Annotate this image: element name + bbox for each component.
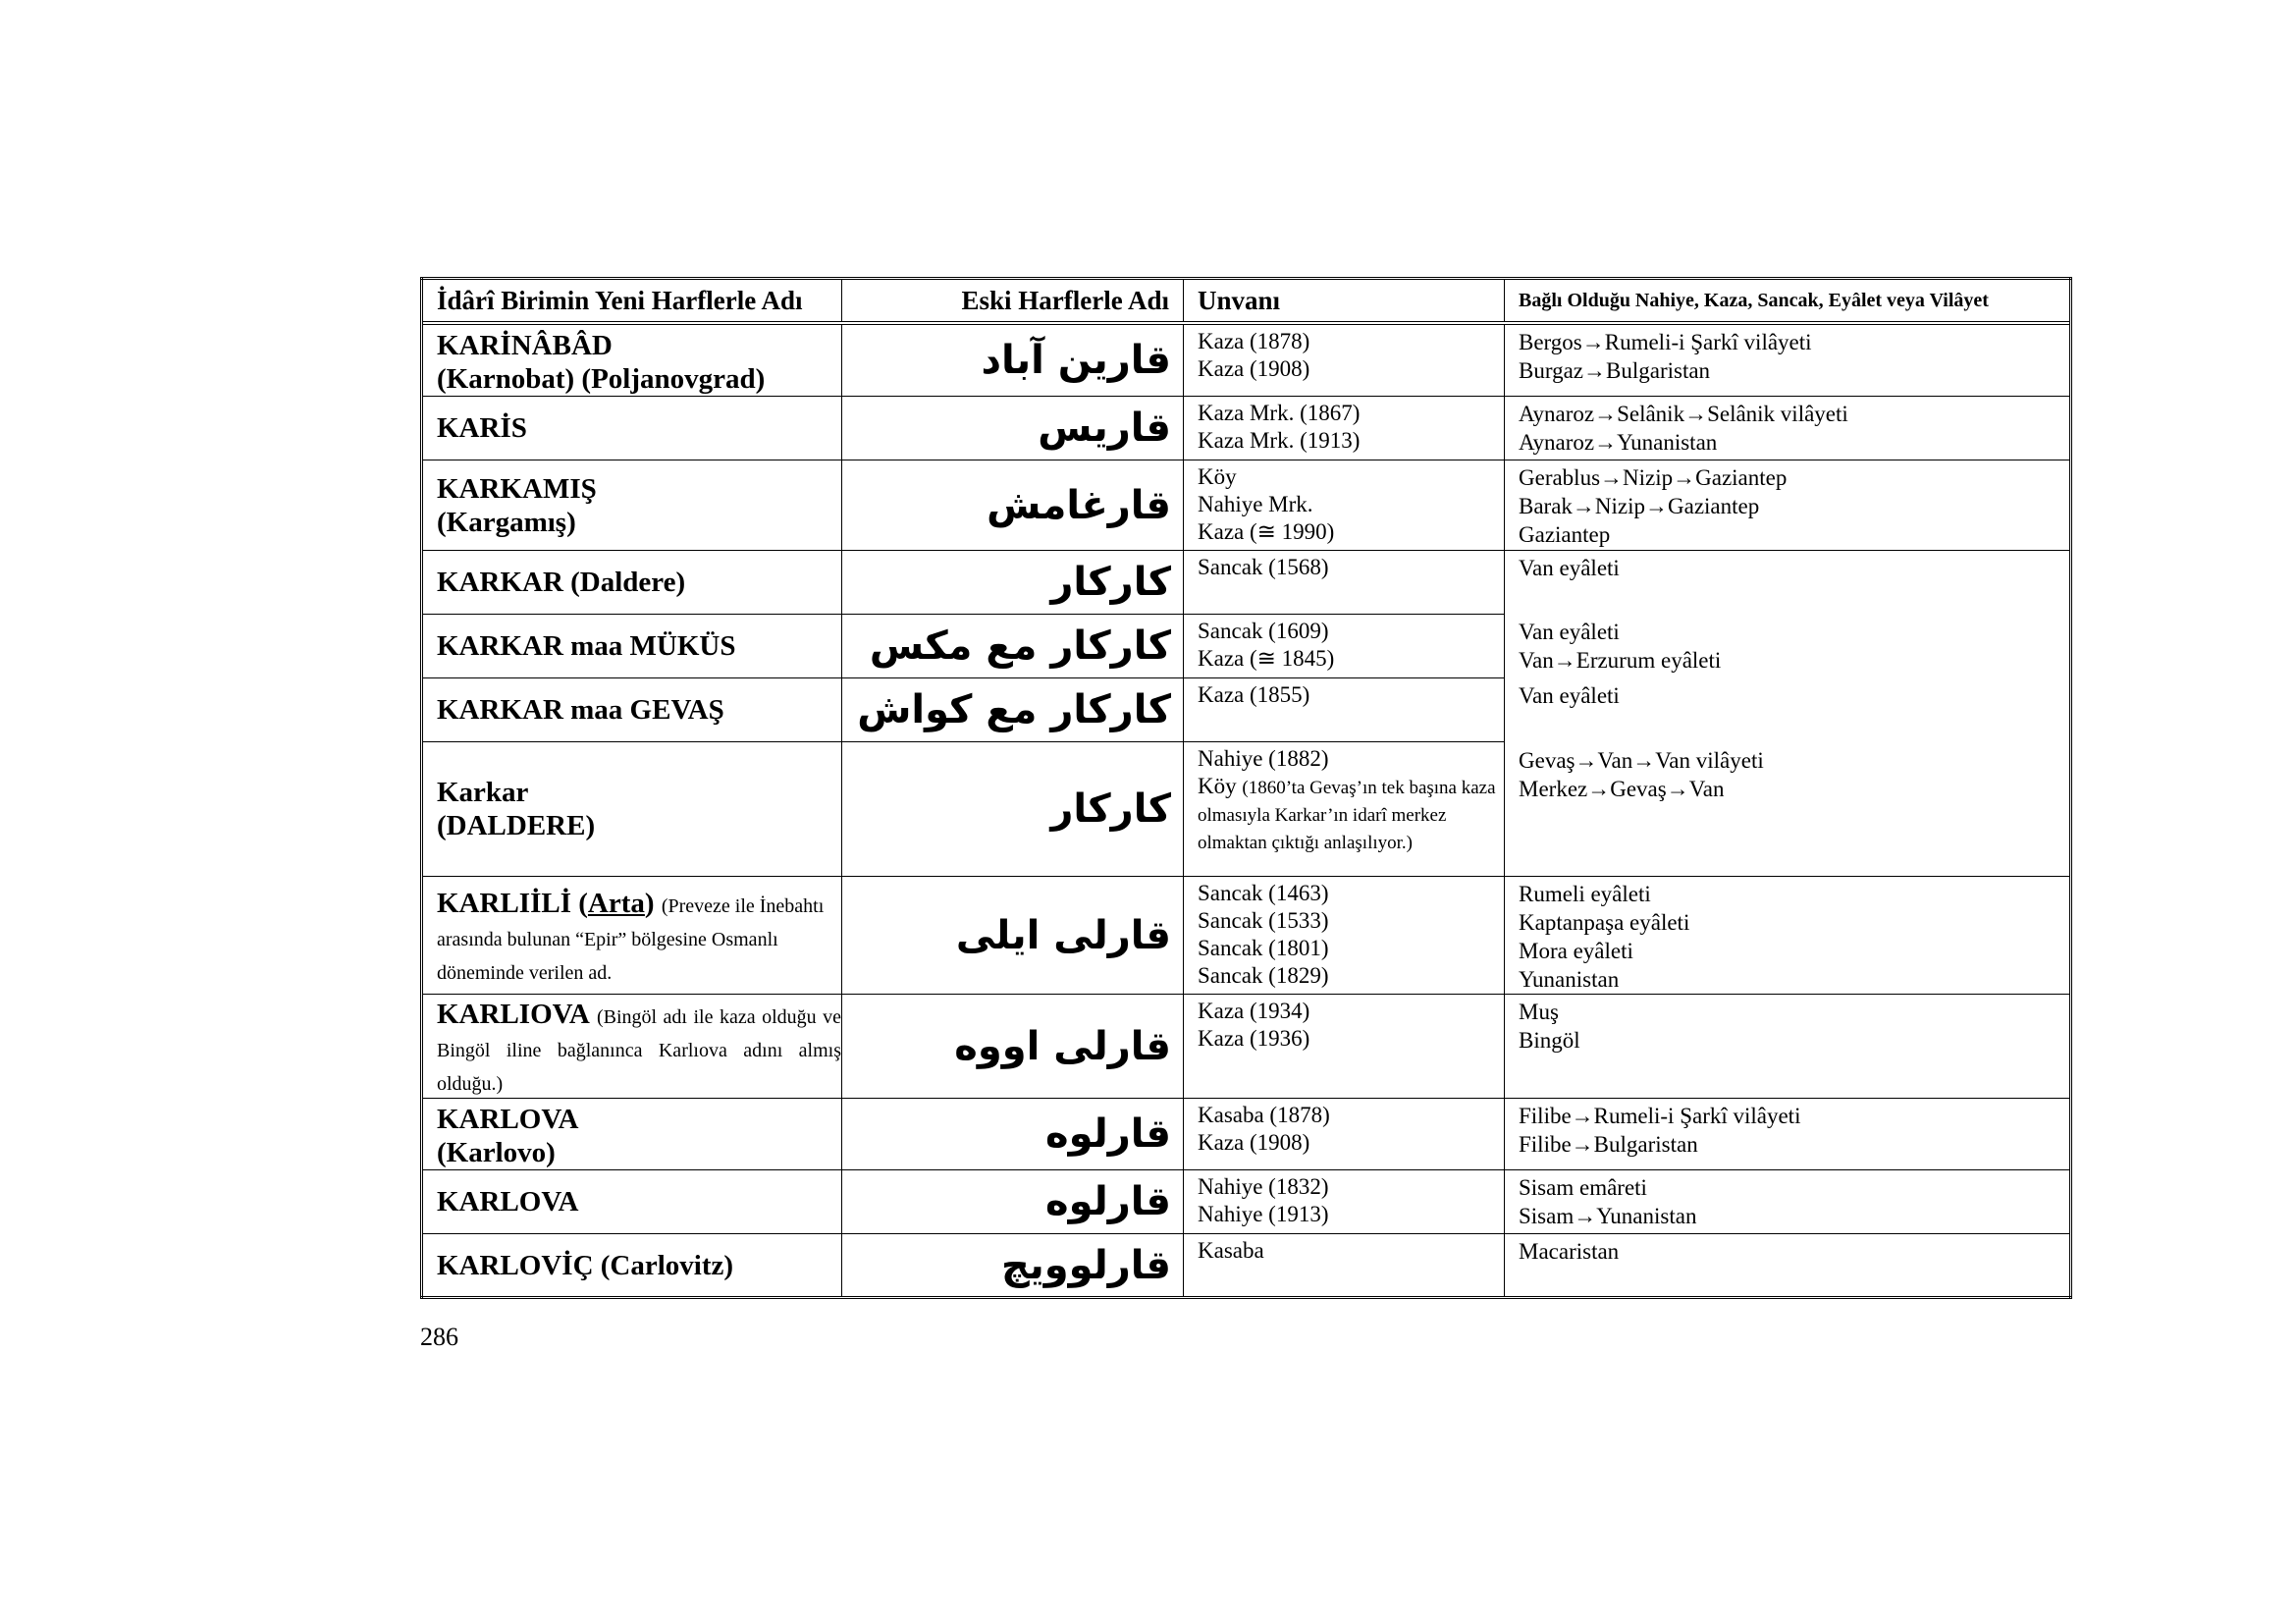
bagli-cell: Filibe→Rumeli-i Şarkî vilâyeti Filibe→Bulgaristan	[1505, 1099, 2071, 1170]
unvan-cell: Kasaba	[1184, 1234, 1505, 1298]
bagli-cell: Muş Bingöl	[1505, 995, 2071, 1099]
header-old-name: Eski Harflerle Adı	[842, 279, 1184, 322]
unit-name: KARLIOVA (Bingöl adı ile kaza olduğu ve Bingöl iline bağlanınca Karlıova adını almış olduğu.)	[422, 995, 842, 1099]
table-header-row	[422, 279, 2071, 322]
bagli-cell: Rumeli eyâleti Kaptanpaşa eyâleti Mora eyâleti Yunanistan	[1505, 877, 2071, 995]
header-new-name: İdârî Birimin Yeni Harflerle Adı	[422, 279, 842, 322]
unit-name: KARLIİLİ (Arta) (Preveze ile İnebahtı arasında bulunan “Epir” bölgesine Osmanlı döneminde verilen ad.	[422, 877, 842, 995]
table-row	[422, 1234, 2071, 1298]
unvan-cell: Kaza (1878) Kaza (1908)	[1184, 325, 1505, 397]
unvan-cell: Kaza Mrk. (1867) Kaza Mrk. (1913)	[1184, 397, 1505, 460]
table-row	[422, 397, 2071, 460]
old-script-name: قارلى اووه	[842, 995, 1184, 1099]
unit-name: KARLOVA (Karlovo)	[422, 1099, 842, 1170]
old-script-name: كاركار مع مكس	[842, 615, 1184, 678]
unvan-cell: Sancak (1568)	[1184, 551, 1505, 615]
unvan-cell: Köy Nahiye Mrk. Kaza (≅ 1990)	[1184, 460, 1505, 551]
table-row	[422, 678, 2071, 742]
bagli-cell: Van eyâleti	[1505, 551, 2071, 615]
unvan-cell: Sancak (1609) Kaza (≅ 1845)	[1184, 615, 1505, 678]
unvan-cell: Sancak (1463) Sancak (1533) Sancak (1801) Sancak (1829)	[1184, 877, 1505, 995]
bagli-cell: Gerablus→Nizip→Gaziantep Barak→Nizip→Gaziantep Gaziantep	[1505, 460, 2071, 551]
table-row	[422, 1170, 2071, 1234]
unvan-cell: Nahiye (1882) Köy (1860’ta Gevaş’ın tek başına kaza olmasıyla Karkar’ın idarî merkez olmaktan çıktığı anlaşılıyor.)	[1184, 742, 1505, 877]
unit-name: KARLOVİÇ (Carlovitz)	[422, 1234, 842, 1298]
table-row	[422, 995, 2071, 1099]
bagli-cell: Van eyâleti Van→Erzurum eyâleti	[1505, 615, 2071, 678]
unit-name: KARİNÂBÂD (Karnobat) (Poljanovgrad)	[422, 325, 842, 397]
unvan-cell: Nahiye (1832) Nahiye (1913)	[1184, 1170, 1505, 1234]
unit-name: KARKAR maa MÜKÜS	[422, 615, 842, 678]
table-row	[422, 615, 2071, 678]
bagli-cell: Sisam emâreti Sisam→Yunanistan	[1505, 1170, 2071, 1234]
bagli-cell: Macaristan	[1505, 1234, 2071, 1298]
page-number: 286	[420, 1323, 458, 1351]
unit-name: KARKAMIŞ (Kargamış)	[422, 460, 842, 551]
unvan-cell: Kaza (1855)	[1184, 678, 1505, 742]
old-script-name: قارلوه	[842, 1170, 1184, 1234]
header-unvan: Unvanı	[1184, 279, 1505, 322]
old-script-name: قارلوه	[842, 1099, 1184, 1170]
header-bagli: Bağlı Olduğu Nahiye, Kaza, Sancak, Eyâlet veya Vilâyet	[1505, 279, 2071, 322]
bagli-cell: Van eyâleti	[1505, 678, 2071, 742]
table-row	[422, 325, 2071, 397]
unvan-cell: Kasaba (1878) Kaza (1908)	[1184, 1099, 1505, 1170]
old-script-name: قارغامش	[842, 460, 1184, 551]
table-row	[422, 460, 2071, 551]
old-script-name: كاركار	[842, 742, 1184, 877]
unit-name: Karkar (DALDERE)	[422, 742, 842, 877]
table-row	[422, 1099, 2071, 1170]
unit-name: KARLOVA	[422, 1170, 842, 1234]
unit-name: KARKAR (Daldere)	[422, 551, 842, 615]
unit-name: KARİS	[422, 397, 842, 460]
old-script-name: كاركار	[842, 551, 1184, 615]
old-script-name: قاريس	[842, 397, 1184, 460]
bagli-cell: Bergos→Rumeli-i Şarkî vilâyeti Burgaz→Bulgaristan	[1505, 325, 2071, 397]
ottoman-admin-units-table	[420, 277, 2072, 1299]
table-row	[422, 742, 2071, 877]
unit-name: KARKAR maa GEVAŞ	[422, 678, 842, 742]
table-row	[422, 551, 2071, 615]
old-script-name: كاركار مع كواش	[842, 678, 1184, 742]
bagli-cell: Gevaş→Van→Van vilâyeti Merkez→Gevaş→Van	[1505, 742, 2071, 877]
old-script-name: قارلوويچ	[842, 1234, 1184, 1298]
old-script-name: قارين آباد	[842, 325, 1184, 397]
unvan-cell: Kaza (1934) Kaza (1936)	[1184, 995, 1505, 1099]
table-row	[422, 877, 2071, 995]
bagli-cell: Aynaroz→Selânik→Selânik vilâyeti Aynaroz→Yunanistan	[1505, 397, 2071, 460]
old-script-name: قارلى ايلى	[842, 877, 1184, 995]
